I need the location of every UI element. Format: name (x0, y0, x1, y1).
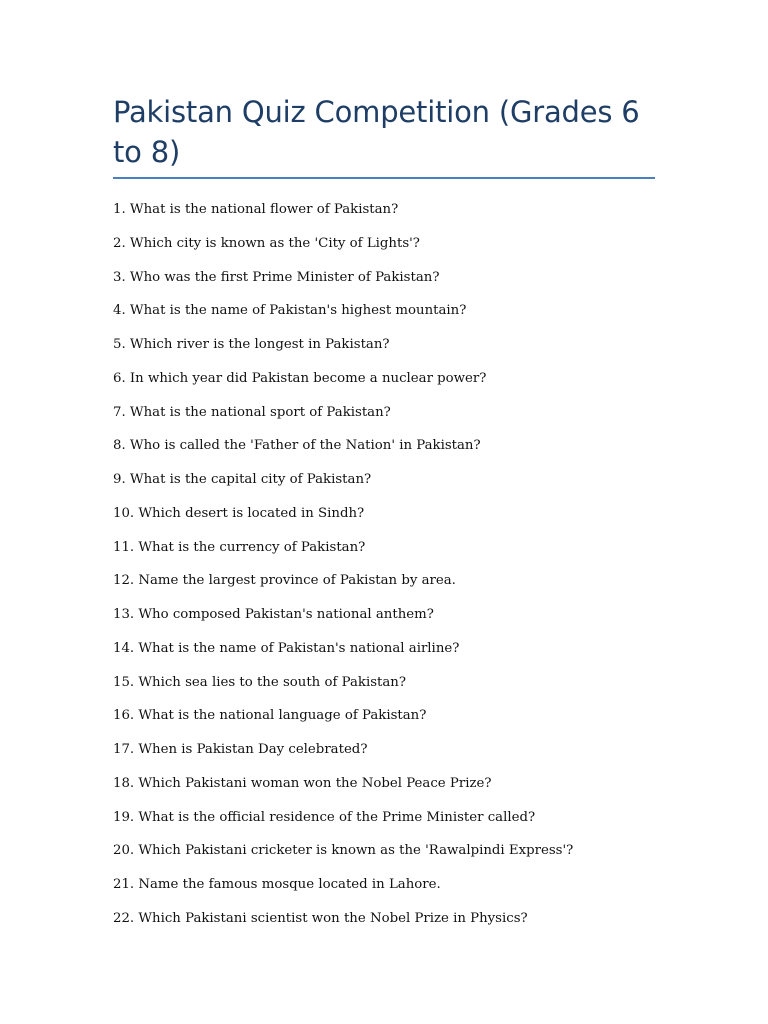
question-item: 22. Which Pakistani scientist won the Nobel Prize in Physics? (113, 910, 528, 926)
question-item: 7. What is the national sport of Pakistan? (113, 404, 391, 420)
question-item: 8. Who is called the 'Father of the Nation' in Pakistan? (113, 438, 481, 454)
question-item: 1. What is the national flower of Pakistan? (113, 202, 399, 217)
question-item: 14. What is the name of Pakistan's national airline? (113, 640, 460, 656)
question-item: 10. Which desert is located in Sindh? (113, 505, 365, 521)
question-item: 3. Who was the first Prime Minister of Pakistan? (113, 269, 440, 285)
question-item: 13. Who composed Pakistan's national anthem? (113, 607, 434, 622)
question-item: 12. Name the largest province of Pakistan by area. (113, 573, 456, 589)
question-item: 6. In which year did Pakistan become a nuclear power? (113, 370, 487, 386)
question-item: 9. What is the capital city of Pakistan? (113, 472, 372, 487)
question-item: 19. What is the official residence of the Prime Minister called? (113, 809, 536, 825)
question-item: 4. What is the name of Pakistan's highest mountain? (113, 303, 467, 319)
question-item: 17. When is Pakistan Day celebrated? (113, 742, 368, 757)
question-item: 2. Which city is known as the 'City of Lights'? (113, 235, 420, 251)
document-title: Pakistan Quiz Competition (Grades 6 to 8) (113, 95, 640, 169)
title-underline (113, 177, 655, 179)
question-item: 15. Which sea lies to the south of Pakistan? (113, 674, 406, 690)
question-item: 18. Which Pakistani woman won the Nobel Peace Prize? (113, 775, 492, 791)
question-item: 21. Name the famous mosque located in Lahore. (113, 877, 441, 892)
question-item: 16. What is the national language of Pakistan? (113, 708, 427, 724)
question-list (113, 201, 573, 944)
question-item: 5. Which river is the longest in Pakistan? (113, 337, 390, 352)
question-item: 11. What is the currency of Pakistan? (113, 539, 366, 555)
document-page (113, 92, 655, 926)
question-item: 20. Which Pakistani cricketer is known as the 'Rawalpindi Express'? (113, 843, 574, 859)
